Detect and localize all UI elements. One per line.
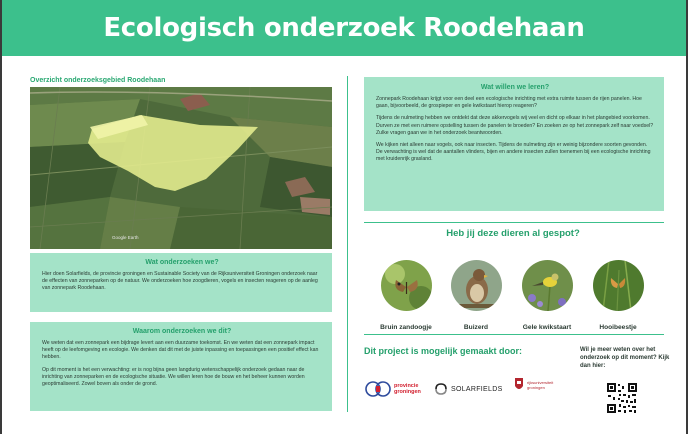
province-logo (364, 380, 430, 398)
box-learn-paragraph-2: Tijdens de nulmeting hebben we ontdekt dat deze akkervogels wij veel en dicht op elkaar in het plangebied voorkomen. Durven ze met een ruimere opstelling tussen de panelen te broeden? En zoeken ze op het zonnepark zelf naar voedsel? Zulke vragen gaan we in het onderzoek beantwoorden. (376, 115, 654, 136)
animal-card (376, 260, 436, 331)
box-learn (364, 77, 664, 211)
poster (2, 0, 686, 434)
spotted-rule (364, 222, 664, 223)
box-learn-text (376, 96, 654, 164)
animal-name: Bruin zandoogje (380, 324, 432, 331)
small-heath-photo-icon (593, 260, 644, 311)
animal-card (517, 260, 577, 331)
box-why-title: Waarom onderzoeken we dit? (132, 328, 232, 335)
province-crest-icon (364, 380, 392, 398)
animal-name: Gele kwikstaart (522, 324, 572, 331)
wagtail-photo-icon (522, 260, 573, 311)
header-banner (2, 0, 686, 56)
butterfly-photo-icon (381, 260, 432, 311)
box-learn-paragraph-3: We kijken niet alleen naar vogels, ook naar insecten. Tijdens de nulmeting zijn er weinig bijzondere soorten gevonden. De verwachting is wel dat de aantallen vlinders, bijen en andere insecten zullen toenemen bij een ecologische inrichting met kruidenrijk grasland. (376, 142, 651, 163)
solarfields-mark-icon (434, 383, 448, 395)
rug-logo-text: rijksuniversiteit groningen (527, 380, 554, 390)
box-why-text (42, 340, 322, 388)
made-rule (364, 334, 664, 335)
animal-name: Buizerd (463, 324, 489, 331)
spotted-title: Heb jij deze dieren al gespot? (446, 228, 580, 239)
solarfields-logo-text: SOLARFIELDS (451, 385, 503, 393)
box-learn-paragraph-1: Zonnepark Roodehaan krijgt voor een deel een ecologische inrichting met extra ruimte tussen de rijen panelen. Hoe gaan, bijvoorbeeld, de grospieper en gele kwikstaart hierop reageren? (376, 96, 642, 110)
animal-card (588, 260, 648, 331)
box-learn-title: Wat willen we leren? (480, 84, 550, 91)
buzzard-photo-icon (451, 260, 502, 311)
rug-logo (514, 376, 567, 396)
solarfields-logo (434, 383, 503, 395)
animal-name: Hooibeestje (599, 324, 637, 331)
box-what-text: Hier doen Solarfields, de provincie groningen en Sustainable Society van de Rijksuniversiteit Groningen onderzoek naar de effecten van zonneparken op de natuur. We onderzoeken hoe zoogdieren, vogels en insecten reageren op de aanleg van zonnepark Roodehaan. (42, 271, 318, 292)
more-info-text: Wil je meer weten over het onderzoek op dit moment? Kijk dan hier: (580, 347, 670, 369)
rug-crest-icon (514, 376, 524, 396)
province-logo-text: provincie groningen (394, 383, 421, 395)
animal-card (446, 260, 506, 331)
page-title: Ecologisch onderzoek Roodehaan (103, 13, 585, 43)
map-section-label: Overzicht onderzoeksgebied Roodehaan (30, 77, 166, 84)
qr-code-icon[interactable] (606, 382, 638, 414)
box-why (30, 322, 332, 411)
column-divider (347, 76, 348, 412)
box-why-paragraph-2: Op dit moment is het een verwachting: er is nog bijna geen langdurig wetenschappelijk onderzoek gedaan naar de inrichting van zonneparken en de ecologische situatie. We willen leren hoe de bouw en het beheer kunnen worden geoptimaliseerd. Zowel boven als onder de grond. (42, 366, 305, 388)
made-possible-title: Dit project is mogelijk gemaakt door: (364, 346, 523, 356)
box-what-title: Wat onderzoeken we? (145, 259, 219, 266)
box-what (30, 253, 332, 312)
aerial-map (30, 87, 332, 249)
map-caption: Google Earth (112, 235, 139, 240)
box-why-paragraph-1: We weten dat een zonnepark een bijdrage levert aan een duurzame toekomst. En we weten dat een zonnepark impact heeft op de leefomgeving en ecologie. We denken dat dit met de juiste inpassing en toepassingen een positief effect kan hebben. (42, 340, 319, 361)
